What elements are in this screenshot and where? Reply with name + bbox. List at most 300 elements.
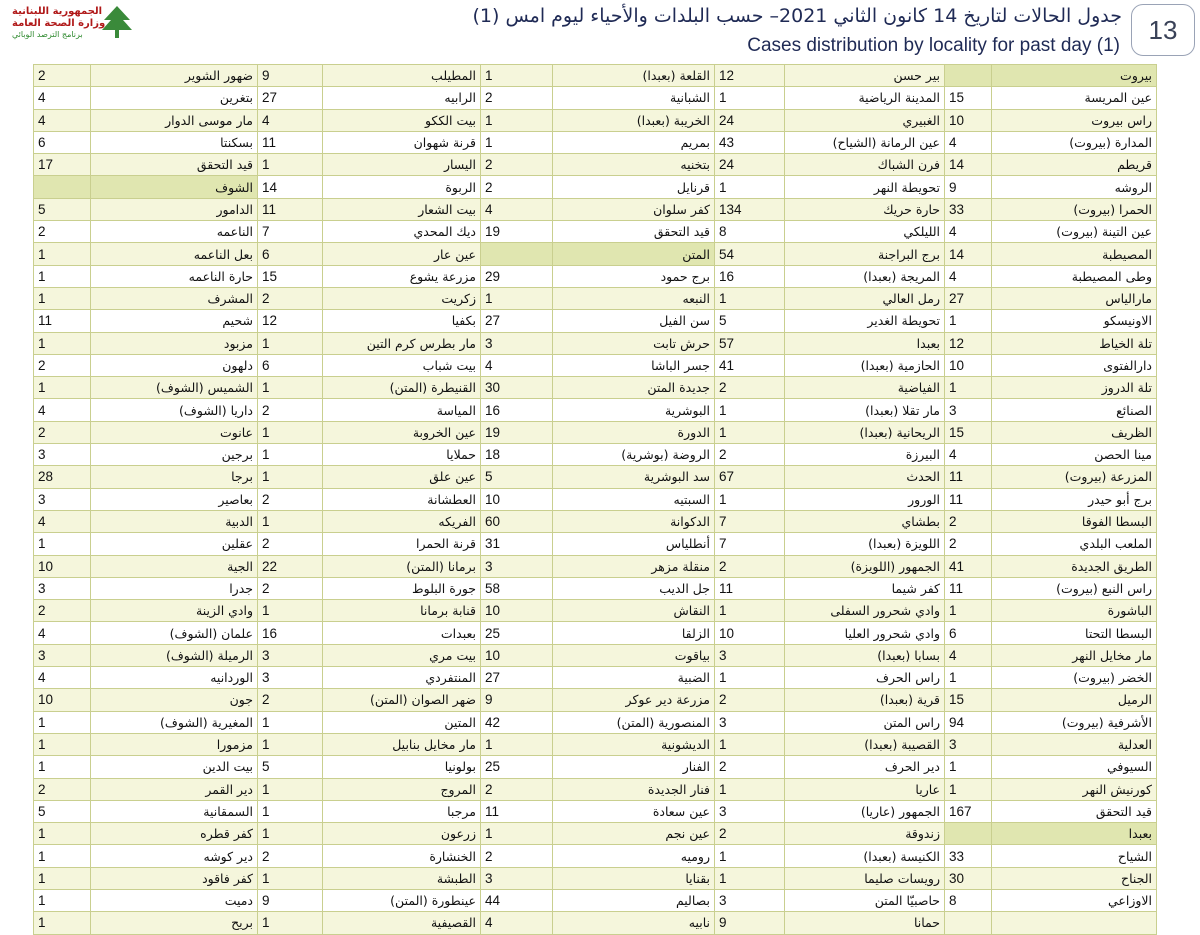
case-count: 1 [715,778,785,800]
case-count: 2 [34,221,91,243]
case-count: 15 [945,421,992,443]
case-count: 2 [481,154,553,176]
locality-name: برج حمود [553,265,715,287]
case-count: 54 [715,243,785,265]
case-count: 1 [34,287,91,309]
case-count: 58 [481,577,553,599]
case-count: 11 [945,577,992,599]
case-count: 2 [34,421,91,443]
locality-name: الأشرفية (بيروت) [992,711,1157,733]
logo-line-3: برنامج الترصد الوبائي [12,30,83,39]
locality-name: بيت شباب [323,354,481,376]
locality-name: الليلكي [785,221,945,243]
case-count: 11 [481,800,553,822]
case-count: 1 [34,332,91,354]
locality-name: العدلية [992,733,1157,755]
case-count: 1 [481,131,553,153]
case-count: 15 [945,87,992,109]
case-count: 4 [945,644,992,666]
case-count: 10 [945,354,992,376]
case-count: 11 [945,466,992,488]
case-count: 2 [258,399,323,421]
locality-name: السيوفي [992,756,1157,778]
locality-name: الخريبة (بعبدا) [553,109,715,131]
locality-name: الخضر (بيروت) [992,667,1157,689]
table-row [34,488,1157,510]
case-count: 2 [945,533,992,555]
locality-name: بقنايا [553,867,715,889]
locality-name: كفر سلوان [553,198,715,220]
locality-name: دلهون [91,354,258,376]
locality-name: المريجة (بعبدا) [785,265,945,287]
locality-name: بعاصير [91,488,258,510]
table-row [34,287,1157,309]
case-count: 2 [481,176,553,198]
case-count: 9 [945,176,992,198]
locality-name: روميه [553,845,715,867]
case-count: 4 [481,198,553,220]
locality-name: البسطا الفوقا [992,510,1157,532]
case-count: 2 [258,533,323,555]
case-count: 9 [258,889,323,911]
locality-name: عين عار [323,243,481,265]
case-count: 17 [34,154,91,176]
locality-name: المدارة (بيروت) [992,131,1157,153]
locality-name: قيد التحقق [91,154,258,176]
locality-name: سد البوشرية [553,466,715,488]
table-row [34,733,1157,755]
table-row [34,510,1157,532]
case-count: 11 [258,131,323,153]
case-count: 167 [945,800,992,822]
locality-name: حملايا [323,444,481,466]
locality-name: برج البراجنة [785,243,945,265]
case-count: 3 [481,332,553,354]
locality-name: قيد التحقق [992,800,1157,822]
locality-name: شحيم [91,310,258,332]
locality-name: راس الحرف [785,667,945,689]
locality-name: زكريت [323,287,481,309]
locality-name: ضهر الصوان (المتن) [323,689,481,711]
case-count: 1 [34,711,91,733]
locality-name: علمان (الشوف) [91,622,258,644]
table-row [34,354,1157,376]
case-count: 3 [258,644,323,666]
table-row [34,198,1157,220]
locality-name: الروشه [992,176,1157,198]
page-title-english: Cases distribution by locality for past day (1) [747,35,1120,56]
case-count: 6 [34,131,91,153]
case-count: 3 [715,711,785,733]
table-row [34,600,1157,622]
case-count: 1 [258,867,323,889]
case-count: 1 [258,510,323,532]
locality-name: راس بيروت [992,109,1157,131]
locality-name: الطريق الجديدة [992,555,1157,577]
case-count: 1 [481,733,553,755]
locality-name: مزرعة يشوع [323,265,481,287]
table-row [34,131,1157,153]
case-count: 1 [715,733,785,755]
locality-name: الوردانيه [91,667,258,689]
table-row [34,867,1157,889]
case-count: 1 [258,377,323,399]
locality-name: المشرف [91,287,258,309]
case-count: 1 [34,243,91,265]
case-count: 3 [715,800,785,822]
locality-name: عين الرمانة (الشياح) [785,131,945,153]
case-count: 15 [258,265,323,287]
locality-name: الاونيسكو [992,310,1157,332]
locality-name: الشياح [992,845,1157,867]
case-count: 5 [34,800,91,822]
case-count: 31 [481,533,553,555]
case-count: 14 [945,243,992,265]
case-count: 4 [34,510,91,532]
locality-name: جورة البلوط [323,577,481,599]
table-row [34,65,1157,87]
case-count [481,243,553,265]
logo-line-2: وزارة الصحة العامة [12,18,106,29]
locality-name: الربوة [323,176,481,198]
case-count: 41 [945,555,992,577]
table-row [34,577,1157,599]
case-count: 1 [258,711,323,733]
locality-name: بير حسن [785,65,945,87]
locality-name: دير الحرف [785,756,945,778]
case-count: 25 [481,622,553,644]
table-row [34,912,1157,934]
locality-name: الحدث [785,466,945,488]
locality-name: تحويطة الغدير [785,310,945,332]
table-row [34,243,1157,265]
case-count: 134 [715,198,785,220]
locality-name: الدبية [91,510,258,532]
case-count: 2 [258,488,323,510]
locality-name: قرنة شهوان [323,131,481,153]
case-count: 2 [481,87,553,109]
case-count: 10 [481,488,553,510]
case-count: 3 [715,889,785,911]
table-row [34,778,1157,800]
case-count: 3 [481,555,553,577]
case-count: 1 [715,87,785,109]
locality-name: بولونيا [323,756,481,778]
case-count: 4 [945,131,992,153]
case-count: 2 [481,778,553,800]
ministry-logo [8,4,138,46]
locality-name: المدينة الرياضية [785,87,945,109]
locality-name: جون [91,689,258,711]
case-count: 4 [258,109,323,131]
case-count: 4 [34,109,91,131]
locality-name: عانوت [91,421,258,443]
case-count: 3 [481,867,553,889]
case-count: 11 [34,310,91,332]
case-count: 3 [945,399,992,421]
case-count: 60 [481,510,553,532]
locality-name: حارة حريك [785,198,945,220]
case-count: 2 [34,778,91,800]
case-count: 1 [258,154,323,176]
locality-name: عين الخروبة [323,421,481,443]
locality-name: مار مخايل النهر [992,644,1157,666]
table-row [34,265,1157,287]
case-count: 11 [945,488,992,510]
case-count: 3 [34,488,91,510]
case-count: 2 [258,845,323,867]
case-count: 1 [481,823,553,845]
locality-name: الجمهور (اللويزة) [785,555,945,577]
case-count: 1 [258,823,323,845]
case-count: 1 [34,377,91,399]
locality-name: قريطم [992,154,1157,176]
locality-name: جل الديب [553,577,715,599]
case-count: 1 [258,600,323,622]
case-count: 1 [715,845,785,867]
locality-name: قرنة الحمرا [323,533,481,555]
locality-name: السمقانية [91,800,258,822]
case-count: 57 [715,332,785,354]
locality-name: وادي شحرور السفلى [785,600,945,622]
case-count: 1 [258,733,323,755]
locality-name: الطبشة [323,867,481,889]
case-count: 1 [945,377,992,399]
case-count: 25 [481,756,553,778]
locality-name: مزبود [91,332,258,354]
locality-name: رمل العالي [785,287,945,309]
table-row [34,399,1157,421]
case-count: 1 [34,756,91,778]
case-count: 10 [481,644,553,666]
case-count: 2 [945,510,992,532]
case-count: 1 [715,421,785,443]
locality-name: المطيلب [323,65,481,87]
locality-name: مارالياس [992,287,1157,309]
locality-name: وطى المصيطبة [992,265,1157,287]
locality-name: الورور [785,488,945,510]
case-count: 4 [945,265,992,287]
case-count: 1 [715,176,785,198]
locality-name: بسابا (بعبدا) [785,644,945,666]
case-count: 4 [34,622,91,644]
case-count: 1 [481,65,553,87]
locality-name: جديدة المتن [553,377,715,399]
locality-name: حرش تابت [553,332,715,354]
case-count: 44 [481,889,553,911]
locality-name: الحمرا (بيروت) [992,198,1157,220]
locality-name: الدكوانة [553,510,715,532]
locality-name: تحويطة النهر [785,176,945,198]
case-count: 3 [715,644,785,666]
case-count: 15 [945,689,992,711]
table-row [34,421,1157,443]
locality-name: بصاليم [553,889,715,911]
case-count: 2 [258,287,323,309]
case-count: 9 [258,65,323,87]
case-count: 27 [945,287,992,309]
locality-name: أنطلياس [553,533,715,555]
district-header: الشوف [91,176,258,198]
locality-name: ديك المحدي [323,221,481,243]
locality-name: العطشانة [323,488,481,510]
locality-name: عين نجم [553,823,715,845]
case-count: 1 [258,421,323,443]
locality-name: بعل الناعمه [91,243,258,265]
case-count: 1 [481,109,553,131]
locality-name: بيت الككو [323,109,481,131]
case-count: 2 [715,756,785,778]
case-count: 3 [34,444,91,466]
locality-name: المنصورية (المتن) [553,711,715,733]
locality-name: الناعمه [91,221,258,243]
case-count: 1 [34,867,91,889]
case-count: 94 [945,711,992,733]
case-count: 8 [945,889,992,911]
case-count: 4 [34,667,91,689]
locality-name: اللويزة (بعبدا) [785,533,945,555]
case-count: 2 [715,444,785,466]
case-count: 4 [945,221,992,243]
locality-name: النبعه [553,287,715,309]
case-count: 1 [715,600,785,622]
case-count: 41 [715,354,785,376]
locality-name: راس النبع (بيروت) [992,577,1157,599]
locality-name: دميت [91,889,258,911]
locality-name: مار تقلا (بعبدا) [785,399,945,421]
case-count: 4 [945,444,992,466]
case-count: 4 [481,912,553,934]
case-count: 5 [481,466,553,488]
locality-name: داريا (الشوف) [91,399,258,421]
locality-name: مينا الحصن [992,444,1157,466]
case-count: 6 [945,622,992,644]
locality-name: الفنار [553,756,715,778]
locality-name [992,912,1157,934]
locality-name: قيد التحقق [553,221,715,243]
locality-name: مزمورا [91,733,258,755]
table-row [34,533,1157,555]
locality-name: وادي الزينة [91,600,258,622]
table-row [34,444,1157,466]
case-count: 11 [258,198,323,220]
table-row [34,332,1157,354]
locality-name: البسطا التحتا [992,622,1157,644]
cedar-icon [100,4,134,40]
table-row [34,310,1157,332]
case-count: 7 [715,510,785,532]
case-count: 29 [481,265,553,287]
page-number-badge: 13 [1131,4,1195,56]
locality-name: السبتيه [553,488,715,510]
locality-name: الاوزاعي [992,889,1157,911]
case-count: 9 [715,912,785,934]
cases-table [33,64,1157,935]
locality-name: الرميل [992,689,1157,711]
case-count: 2 [258,577,323,599]
case-count: 27 [481,667,553,689]
locality-name: كفر قطره [91,823,258,845]
case-count: 1 [945,667,992,689]
case-count: 2 [715,555,785,577]
case-count: 10 [715,622,785,644]
table-row [34,466,1157,488]
locality-name: الجناح [992,867,1157,889]
locality-name: نابيه [553,912,715,934]
case-count: 24 [715,154,785,176]
table-row [34,622,1157,644]
case-count: 33 [945,845,992,867]
case-count: 1 [34,845,91,867]
case-count: 1 [945,310,992,332]
locality-name: عقلين [91,533,258,555]
case-count: 1 [34,265,91,287]
case-count: 1 [715,867,785,889]
case-count: 1 [715,287,785,309]
locality-name: قنابة برمانا [323,600,481,622]
case-count: 3 [945,733,992,755]
table-row [34,845,1157,867]
locality-name: المياسة [323,399,481,421]
case-count: 28 [34,466,91,488]
table-row [34,87,1157,109]
locality-name: كفر فاقود [91,867,258,889]
locality-name: بعبدات [323,622,481,644]
locality-name: ضهور الشوير [91,65,258,87]
case-count: 10 [34,689,91,711]
locality-name: برج أبو حيدر [992,488,1157,510]
case-count: 1 [34,889,91,911]
case-count [945,823,992,845]
locality-name: المنتفردي [323,667,481,689]
case-count [945,65,992,87]
locality-name: المتين [323,711,481,733]
locality-name: بكفيا [323,310,481,332]
locality-name: الروضة (بوشرية) [553,444,715,466]
case-count: 10 [945,109,992,131]
locality-name: النقاش [553,600,715,622]
table-row [34,555,1157,577]
locality-name: بطشاي [785,510,945,532]
case-count: 1 [34,533,91,555]
case-count: 27 [481,310,553,332]
page-title-arabic: جدول الحالات لتاريخ 14 كانون الثاني 2021– حسب البلدات والأحياء ليوم امس (1) [472,5,1122,27]
locality-name: الحازمية (بعبدا) [785,354,945,376]
case-count [945,912,992,934]
case-count: 3 [34,577,91,599]
locality-name: الجمهور (عاريا) [785,800,945,822]
locality-name: مرجبا [323,800,481,822]
table-row [34,823,1157,845]
locality-name: عين علق [323,466,481,488]
case-count: 1 [258,912,323,934]
case-count: 10 [481,600,553,622]
locality-name: مار موسى الدوار [91,109,258,131]
locality-name: القنيطرة (المتن) [323,377,481,399]
locality-name: بيت الشعار [323,198,481,220]
locality-name: منقلة مزهر [553,555,715,577]
locality-name: تلة الخياط [992,332,1157,354]
locality-name: الصنائع [992,399,1157,421]
locality-name: مزرعة دير عوكر [553,689,715,711]
locality-name: الجية [91,555,258,577]
district-header: بعبدا [992,823,1157,845]
case-count: 7 [715,533,785,555]
locality-name: الريحانية (بعبدا) [785,421,945,443]
locality-name: بيت مري [323,644,481,666]
cases-table-body [34,65,1157,935]
locality-name: بمريم [553,131,715,153]
